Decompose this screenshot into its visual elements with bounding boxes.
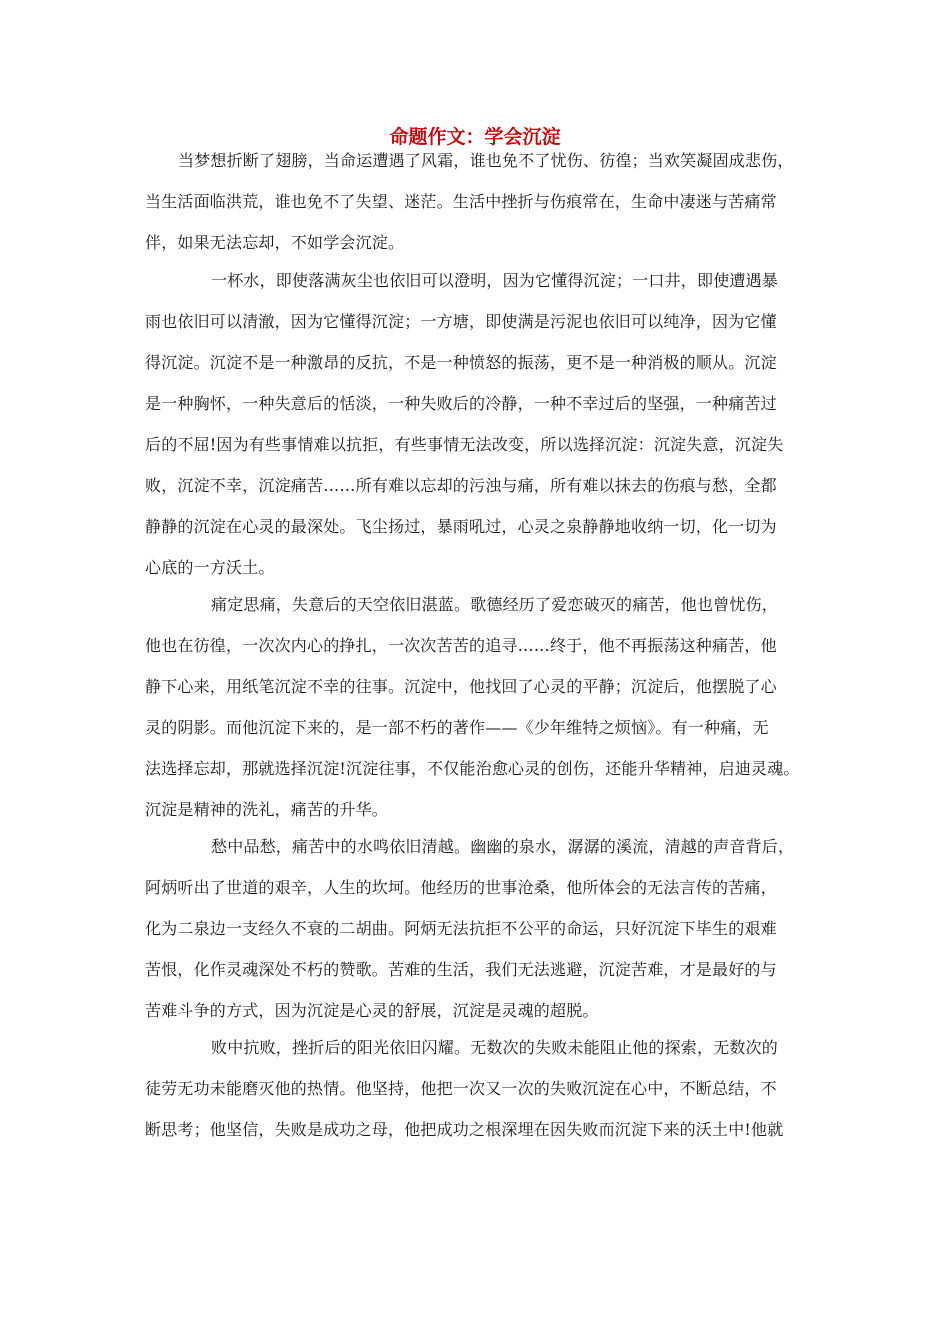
paragraph-line: 当梦想折断了翅膀，当命运遭遇了风霜，谁也免不了忧伤、彷徨；当欢笑凝固成悲伤， (178, 151, 794, 170)
paragraph-line: 是一种胸怀，一种失意后的恬淡，一种失败后的冷静，一种不幸过后的坚强，一种痛苦过 (145, 394, 777, 413)
paragraph-line: 静下心来，用纸笔沉淀不幸的往事。沉淀中，他找回了心灵的平静；沉淀后，他摆脱了心 (145, 677, 777, 696)
paragraph-line: 沉淀是精神的洗礼，痛苦的升华。 (145, 800, 389, 819)
paragraph-line: 后的不屈!因为有些事情难以抗拒，有些事情无法改变，所以选择沉淀：沉淀失意，沉淀失 (145, 435, 784, 454)
paragraph-line: 他也在彷徨，一次次内心的挣扎，一次次苦苦的追寻……终于，他不再振荡这种痛苦，他 (145, 636, 777, 655)
paragraph-line: 灵的阴影。而他沉淀下来的，是一部不朽的著作——《少年维特之烦恼》。有一种痛，无 (145, 718, 769, 737)
paragraph-line: 化为二泉边一支经久不衰的二胡曲。阿炳无法抗拒不公平的命运，只好沉淀下毕生的艰难 (145, 919, 777, 938)
paragraph-line: 法选择忘却，那就选择沉淀!沉淀往事，不仅能治愈心灵的创伤，还能升华精神，启迪灵魂。 (145, 759, 800, 778)
paragraph-line: 静静的沉淀在心灵的最深处。飞尘扬过，暴雨吼过，心灵之泉静静地收纳一切，化一切为 (145, 517, 777, 536)
paragraph-line: 得沉淀。沉淀不是一种激昂的反抗，不是一种愤怒的振荡，更不是一种消极的顺从。沉淀 (145, 353, 777, 372)
paragraph-line: 心底的一方沃土。 (145, 558, 275, 577)
paragraph-line: 一杯水，即使落满灰尘也依旧可以澄明，因为它懂得沉淀；一口井，即使遭遇暴 (211, 271, 779, 290)
paragraph-line: 败中抗败，挫折后的阳光依旧闪耀。无数次的失败未能阻止他的探索，无数次的 (211, 1038, 779, 1057)
paragraph-line: 当生活面临洪荒，谁也免不了失望、迷茫。生活中挫折与伤痕常在，生命中凄迷与苦痛常 (145, 192, 777, 211)
paragraph-line: 苦恨，化作灵魂深处不朽的赞歌。苦难的生活，我们无法逃避，沉淀苦难，才是最好的与 (145, 960, 777, 979)
paragraph-line: 雨也依旧可以清澈，因为它懂得沉淀；一方塘，即使满是污泥也依旧可以纯净，因为它懂 (145, 312, 777, 331)
paragraph-line: 痛定思痛，失意后的天空依旧湛蓝。歌德经历了爱恋破灭的痛苦，他也曾忧伤， (211, 595, 779, 614)
document-title: 命题作文：学会沉淀 (389, 126, 561, 148)
paragraph-line: 阿炳听出了世道的艰辛，人生的坎坷。他经历的世事沧桑，他所体会的无法言传的苦痛， (145, 878, 777, 897)
paragraph-line: 愁中品愁，痛苦中的水鸣依旧清越。幽幽的泉水，潺潺的溪流，清越的声音背后， (211, 837, 795, 856)
paragraph-line: 徒劳无功未能磨灭他的热情。他坚持，他把一次又一次的失败沉淀在心中，不断总结，不 (145, 1079, 777, 1098)
paragraph-line: 伴，如果无法忘却，不如学会沉淀。 (145, 233, 405, 252)
paragraph-line: 败，沉淀不幸，沉淀痛苦……所有难以忘却的污浊与痛，所有难以抹去的伤痕与愁，全都 (145, 476, 777, 495)
paragraph-line: 苦难斗争的方式，因为沉淀是心灵的舒展，沉淀是灵魂的超脱。 (145, 1001, 599, 1020)
paragraph-line: 断思考；他坚信，失败是成功之母，他把成功之根深埋在因失败而沉淀下来的沃土中!他就 (145, 1120, 784, 1139)
